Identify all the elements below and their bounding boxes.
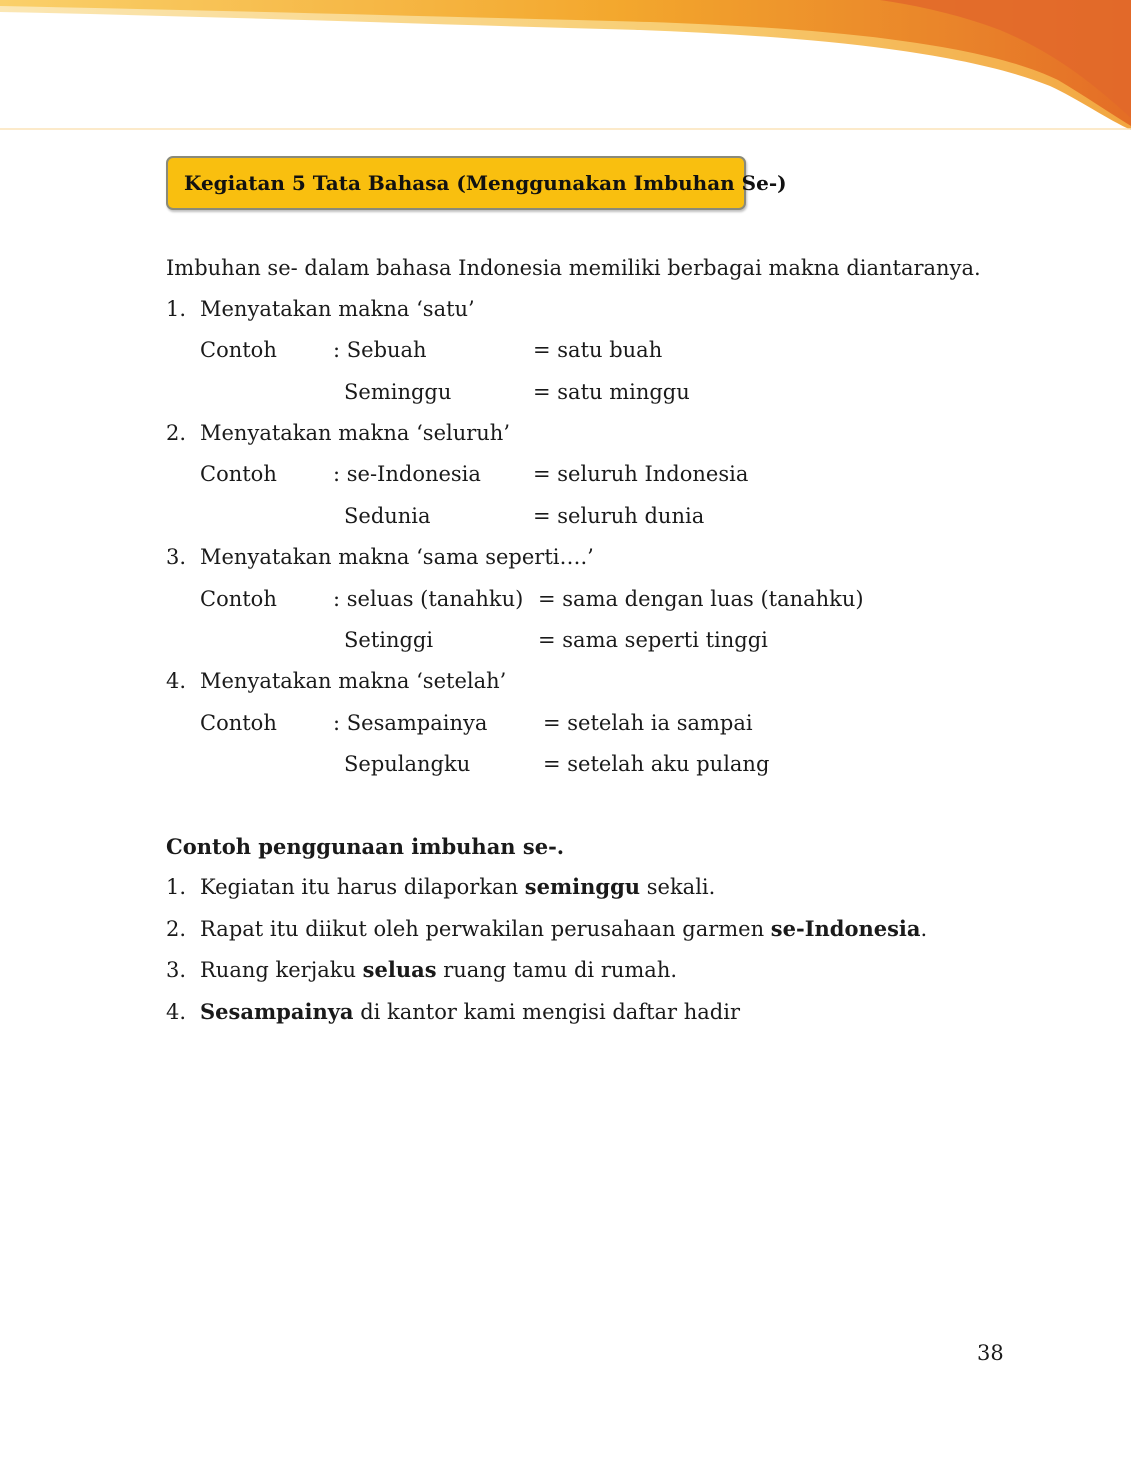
- activity-title-box: [166, 156, 787, 210]
- example-word: : Sesampainya: [333, 711, 488, 735]
- usage-text: sekali.: [640, 875, 716, 899]
- usage-sentence: [200, 999, 740, 1025]
- example-meaning: = setelah aku pulang: [543, 752, 770, 776]
- meaning-number: 4.: [166, 669, 187, 693]
- usage-bold-word: Sesampainya: [200, 999, 354, 1024]
- usage-text: di kantor kami mengisi daftar hadir: [353, 1000, 741, 1024]
- example-word: Sedunia: [344, 504, 431, 528]
- meaning-heading: Menyatakan makna ‘sama seperti….’: [200, 545, 594, 569]
- example-word: : seluas (tanahku): [333, 587, 524, 611]
- usage-sentence: [200, 957, 677, 983]
- usage-bold-word: seminggu: [524, 874, 641, 899]
- example-meaning: = sama seperti tinggi: [538, 628, 768, 652]
- usage-number: 3.: [166, 958, 187, 982]
- usage-text: Kegiatan itu harus dilaporkan: [200, 875, 525, 899]
- usage-number: 2.: [166, 917, 187, 941]
- example-word: Seminggu: [344, 380, 452, 404]
- usage-bold-word: se-Indonesia: [770, 916, 921, 941]
- meaning-heading: Menyatakan makna ‘satu’: [200, 297, 475, 321]
- example-label: Contoh: [200, 462, 277, 486]
- intro-text: Imbuhan se- dalam bahasa Indonesia memiliki berbagai makna diantaranya.: [166, 256, 981, 280]
- example-label: Contoh: [200, 338, 277, 362]
- usage-sentence: [200, 916, 927, 942]
- meaning-number: 1.: [166, 297, 187, 321]
- example-word: Setinggi: [344, 628, 434, 652]
- meaning-number: 3.: [166, 545, 187, 569]
- meaning-heading: Menyatakan makna ‘setelah’: [200, 669, 507, 693]
- example-word: : Sebuah: [333, 338, 427, 362]
- example-meaning: = seluruh dunia: [533, 504, 705, 528]
- usage-sentence: [200, 874, 715, 900]
- page-number: 38: [977, 1341, 1004, 1365]
- usage-text: Rapat itu diikut oleh perwakilan perusahaan garmen: [200, 917, 771, 941]
- usage-number: 1.: [166, 875, 187, 899]
- usage-text: ruang tamu di rumah.: [436, 958, 678, 982]
- example-word: : se-Indonesia: [333, 462, 481, 486]
- example-meaning: = setelah ia sampai: [543, 711, 753, 735]
- meaning-heading: Menyatakan makna ‘seluruh’: [200, 421, 511, 445]
- example-meaning: = satu minggu: [533, 380, 690, 404]
- usage-text: Ruang kerjaku: [200, 958, 363, 982]
- meaning-number: 2.: [166, 421, 187, 445]
- example-meaning: = seluruh Indonesia: [533, 462, 749, 486]
- example-label: Contoh: [200, 587, 277, 611]
- example-meaning: = satu buah: [533, 338, 663, 362]
- usage-number: 4.: [166, 1000, 187, 1024]
- usage-heading: Contoh penggunaan imbuhan se-.: [166, 834, 565, 859]
- usage-text: .: [920, 917, 928, 941]
- usage-bold-word: seluas: [362, 957, 437, 982]
- example-meaning: = sama dengan luas (tanahku): [538, 587, 864, 611]
- example-word: Sepulangku: [344, 752, 471, 776]
- header-banner: [0, 0, 1131, 135]
- activity-title: Kegiatan 5 Tata Bahasa (Menggunakan Imbuhan Se-): [184, 171, 787, 195]
- example-label: Contoh: [200, 711, 277, 735]
